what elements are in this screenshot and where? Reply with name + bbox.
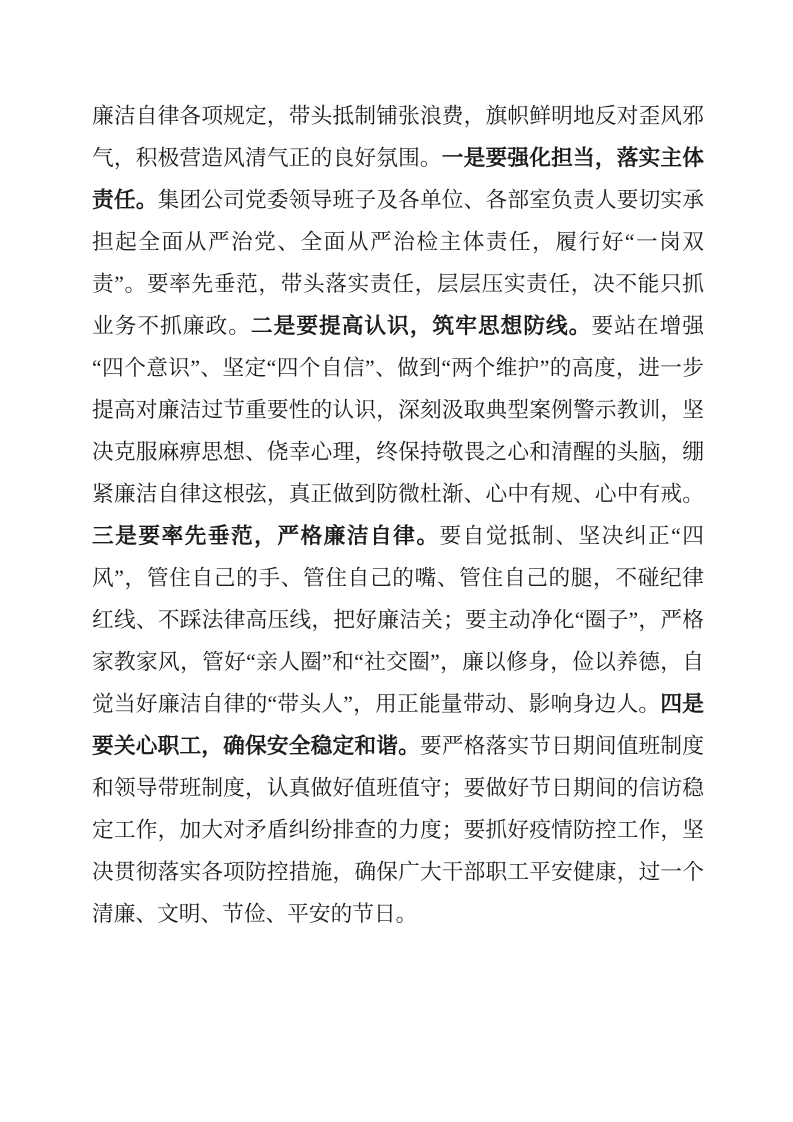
body-text: 要自觉抵制、坚决纠正“四风”，管住自己的手、管住自己的嘴、管住自己的腿，不碰纪律红线、不踩法律高压线，把好廉洁关；要主动净化“圈子”，严格家教家风，管好“亲人圈”和“社交圈”，廉以修身，俭以养德，自觉当好廉洁自律的“带头人”，用正能量带动、影响身边人。 xyxy=(92,524,704,716)
section-heading-inline: 四是要关心职工，确保安全稳定和谐。 xyxy=(92,692,704,758)
body-paragraph xyxy=(92,95,704,935)
document-body xyxy=(92,95,704,935)
body-text: 要站在增强“四个意识”、坚定“四个自信”、做到“两个维护”的高度，进一步提高对廉洁过节重要性的认识，深刻汲取典型案例警示教训，坚决克服麻痹思想、侥幸心理，终保持敬畏之心和清醒的头脑，绷紧廉洁自律这根弦，真正做到防微杜渐、心中有规、心中有戒。 xyxy=(92,314,704,506)
section-heading-inline: 二是要提高认识，筑牢思想防线。 xyxy=(250,314,592,338)
section-heading-inline: 三是要率先垂范，严格廉洁自律。 xyxy=(92,524,440,548)
body-text: 集团公司党委领导班子及各单位、各部室负责人要切实承担起全面从严治党、全面从严治检主体责任，履行好“一岗双责”。要率先垂范，带头落实责任，层层压实责任，决不能只抓业务不抓廉政。 xyxy=(92,188,704,338)
body-text: 廉洁自律各项规定，带头抵制铺张浪费，旗帜鲜明地反对歪风邪气，积极营造风清气正的良好氛围。 xyxy=(92,104,704,170)
body-text: 要严格落实节日期间值班制度和领导带班制度，认真做好值班值守；要做好节日期间的信访稳定工作，加大对矛盾纠纷排查的力度；要抓好疫情防控工作，坚决贯彻落实各项防控措施，确保广大干部职工平安健康，过一个清廉、文明、节俭、平安的节日。 xyxy=(92,734,704,926)
section-heading-inline: 一是要强化担当，落实主体责任。 xyxy=(92,146,704,212)
